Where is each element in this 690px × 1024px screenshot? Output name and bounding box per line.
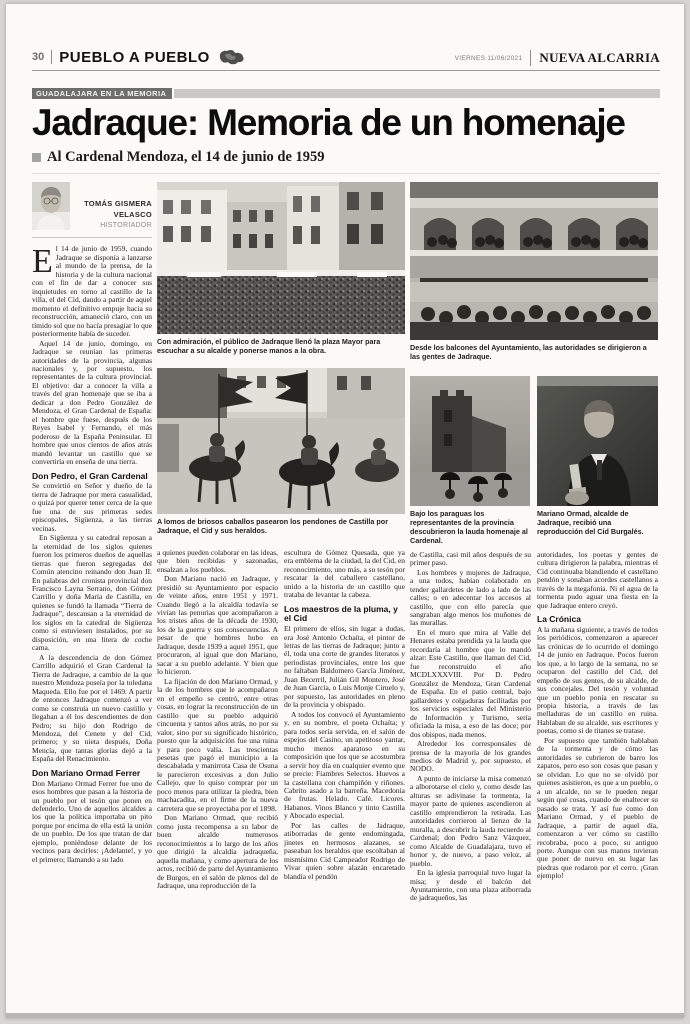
photo-caption-balconies: Desde los balcones del Ayuntamiento, las autoridades se dirigieron a las gentes de Jadraque.	[410, 342, 647, 361]
text-column-3	[284, 549, 405, 986]
right-photo-row	[410, 376, 658, 546]
horsemen-photo	[157, 368, 405, 514]
center-text-columns	[157, 549, 405, 986]
paragraph: La fijación de don Mariano Ormad, y la de los hombres que le acompañaron en el empeño se centró, entre otras cosas, en lograr la reconstrucción de un castillo que su pueblo adquirió cincuenta y tantos años atrás, no por su valor, sino por su significado histórico, puesto que la adquisición fue una ruina y para poco valía. Las trescientas pesetas que pagó el municipio a la descabalada y manirrota Casa de Osuna le parecieron excesivas a don Julio Callejo, que lo quiso comprar por un poco menos para utilizar la piedra, bien machacadita, en el firme de la nueva carretera que se proyectaba por el 1898.	[157, 676, 278, 813]
right-text-columns	[410, 551, 658, 985]
section-heading-don-mariano: Don Mariano Ormad Ferrer	[32, 767, 141, 778]
right-column-group	[410, 182, 658, 1006]
subhead-text: Al Cardenal Mendoza, el 14 de junio de 1959	[47, 148, 325, 165]
paragraph: a quienes pueden colaborar en las ideas, que bien recibidas y sazonadas, ensalzan a los pueblos.	[157, 548, 278, 574]
author-byline	[32, 182, 152, 239]
section-heading-don-pedro: Don Pedro, el Gran Cardenal	[32, 470, 148, 481]
author-portrait-photo	[32, 182, 70, 230]
paragraph: En el muro que mira al Valle del Henares estaba prendida ya la lauda que recordaría al hombre que lo mandó alzar: Este Castillo, que llaman del Cid, fue reconstruido el año MCDLXXXVIII. Por D. Pedro González de Mendoza, Gran Cardenal de España. En el patio central, bajo gallardetes y colgaduras facilitadas por los servicios especiales del Ministerio de Información y Turismo, sería oficiada la misa, a eso de las doce; por dos obispos, nada menos.	[410, 627, 531, 739]
paragraph: Por las calles de Jadraque, atiborradas de gente endomingada, jinetes en hermosos alazanes, se paseaban los heraldos que escoltaban al mismísimo Cid Campeador Rodrigo de Vivar quien sobre alazán encaretado blandía el pendón	[284, 820, 405, 881]
article-subheadline	[32, 149, 660, 174]
text-column-4	[410, 551, 531, 985]
subhead-square-bullet	[32, 153, 41, 162]
photo-caption-castle: Bajo los paraguas los representantes de la provincia descubrieron la lauda homenaje al Cardenal.	[410, 508, 528, 546]
kicker-row	[32, 88, 660, 99]
text-column-1	[32, 182, 152, 1006]
photo-caption-plaza: Con admiración, el público de Jadraque llenó la plaza Mayor para escuchar a su alcalde y ponerse manos a la obra.	[157, 336, 381, 355]
page-header	[32, 48, 660, 66]
photo-caption-horsemen: A lomos de briosos caballos pasearon los pendones de Castilla por Jadraque, el Cid y sus heraldos.	[157, 516, 388, 535]
balconies-photo	[410, 182, 658, 340]
article-headline: Jadraque: Memoria de un homenaje	[32, 102, 625, 143]
paragraph: A todos los convocó el Ayuntamiento y, en su nombre, el poeta Ochaíta; y para todos sería servida, en el salón de espejos del Casino, un apetitoso yantar, mucho menos aparatoso en su composición que los que se acostumbra a servir hoy día en cualquier evento que se precie: Fiambres Selectos. Huevos a la castellana con champiñón y riñones. Cabrito asado a la barreña. Macedonia de frutas. Helado. Café. Licores. Habanos. Vinos Blanco y tinto Castilla y Abocado especial.	[284, 709, 405, 821]
paragraph: A la descendencia de don Gómez Carrillo adquirió el Gran Cardenal la Tierra de Jadraque, a cambio de la que nuestro Mendoza poseía por la toledana Maqueda. Ello fue por el 1469. A partir de entonces Jadraque comenzó a ver como se construía un nuevo castillo y llegaban a él los descendientes de don Pedro; su hijo don Rodrigo de Mendoza, del Cenete y del Cid, primero; y su nieta después, Doña Mencía, que tantas glorias dejó a la España del Renacimiento.	[32, 652, 152, 764]
newspaper-name: NUEVA ALCARRIA	[530, 50, 660, 66]
plaza-crowd-photo	[157, 182, 405, 334]
paragraph: Por supuesto que también hablaban de la tormenta y de cómo las autoridades se cubrieron de barro los zapatos, pero eso son cosas que pasan y se olvidan. Lo que no se olvidó por quienes asistieron, es que a un pueblo, o a un alcalde, no se le pueden negar según qué cosas, cuando de enaltecer su pasado se trata. Y así fue como don Mariano Ormad, y el pueblo de Jadraque, a partir de aquel día, comenzaron a ver cómo su castillo recobraba, poco a poco, su antiguo porte. Aunque con sus manos tuvieran que poner de nuevo en su lugar las piedras que rodaron por el cerro. ¡Gran ejemplo!	[537, 735, 658, 881]
author-name-block	[75, 182, 152, 232]
paragraph: Don Mariano Ormad, que recibió como justa recompensa a su labor de buen alcalde numerosos reconocimientos a lo largo de los años que dirigió la alcaldía jadraqueña, aquella mañana, y como apertura de los actos, recibió de parte del Ayuntamiento de Burgos, en el salón de plenos del de Jadraque, una reproducción de la	[157, 813, 278, 891]
kicker-label: GUADALAJARA EN LA MEMORIA	[32, 88, 172, 99]
paragraph: de Castilla, casi mil años después de su primer paso.	[410, 550, 531, 568]
paragraph: autoridades, los poetas y gentes de cultura dirigieron la palabra, mientras el Cid continuaba blandiendo el castellano pendón y sonaban acordes castellanos a través de la megafonía. Ni el agua de la tormenta pudo aguar una fiesta en la que Jadraque entero creyó.	[537, 550, 658, 610]
author-name-line1: TOMÁS GISMERA	[84, 198, 152, 208]
kicker-bar	[174, 89, 660, 98]
photo-plaza-crowd	[157, 182, 405, 357]
masthead-block	[455, 50, 660, 66]
author-name-line2: VELASCO	[113, 209, 152, 219]
paragraph: Se convirtió en Señor y dueño de la tierra de Jadraque por mera casualidad, o quizá por querer tener cerca de la que fue una de sus primeras sedes episcopales, Sigüenza, a las tierras vecinas.	[32, 481, 152, 533]
photo-balconies	[410, 182, 658, 363]
drop-cap: E	[32, 243, 53, 281]
issue-date: VIERNES 11/06/2021	[454, 54, 523, 62]
photo-caption-mayor: Mariano Ormad, alcalde de Jadraque, recibió una reproducción del Cid Burgalés.	[537, 508, 644, 537]
text-column-5	[537, 551, 658, 985]
mayor-portrait-photo	[537, 376, 658, 506]
author-role: HISTORIADOR	[100, 222, 152, 230]
paragraph	[32, 245, 152, 338]
center-column-group	[157, 182, 405, 1006]
newspaper-page	[6, 4, 684, 1018]
text-column-2	[157, 549, 278, 986]
photo-castle	[410, 376, 530, 546]
section-heading-maestros: Los maestros de la pluma, y el Cid	[284, 603, 398, 624]
castle-photo	[410, 376, 530, 506]
paragraph-text: l 14 de junio de 1959, cuando Jadraque se disponía a lanzarse al mundo de la prensa, de la historia y de la cultura nacional con el fin de dar a conocer sus inquietudes en torno al castillo de la villa, el del Cid, dando a partir de aquel momento el definitivo empuje hacia su reconstrucción, amaneció claro, con un tímido sol que no hacía presagiar lo que posteriormente había de suceder.	[32, 244, 152, 339]
paragraph: Don Mariano nació en Jadraque, y presidió su Ayuntamiento por espacio de veinte años, entre 1951 y 1971. Cuando llegó a la alcaldía todavía se vivían las penurias que acompañaron a los tristes años de la década de 1930, los de la guerra y sus consecuencias. A pesar de que hombres hubo en Jadraque, desde 1939 a aquel 1951, que procuraron, al igual que don Mariano, sacar a su pueblo adelante. Y bien que lo hicieron.	[157, 574, 278, 677]
header-divider	[51, 50, 52, 64]
paragraph: escultura de Gómez Quesada, que ya era emblema de la ciudad, la del Cid, en reconocimiento, uno más, a su tesón por rescatar la del caballero castellano, unido a la historia de un castillo que trataba de levantar la cabeza.	[284, 548, 405, 600]
photo-mayor-portrait	[537, 376, 657, 537]
paragraph: A punto de iniciarse la misa comenzó a alborotarse el cielo y, como desde las alturas se adivinase la tormenta, la mayor parte de quienes ascendieron al castillo emprendieron la retirada. Las autoridades corrieron al lienzo de la muralla, a descubrir la lauda recuerdo al Cardenal; don Pedro Sanz Vázquez, como Alcalde de Guadalajara, tuvo el honor y, de nuevo, a paso veloz, al pueblo.	[410, 773, 531, 868]
section-title: PUEBLO A PUEBLO	[59, 48, 210, 66]
paragraph: En la iglesia parroquial tuvo lugar la misa; y desde el balcón del Ayuntamiento, con una plaza atiborrada de jadraqueños, las	[410, 868, 531, 903]
paragraph: A la mañana siguiente, a través de todos los periódicos, comenzaron a aparecer las crónicas de lo ocurrido el domingo 14 de junio en Jadraque. Pocos fueron los que, a lo largo de la semana, no se ocuparon del castillo del Cid, del empeño de sus gentes, de su alcalde, de sus concejales. Del tesón y voluntad que un pueblo ponía en rescatar su propia historia, a través de las melladuras de un castillo en ruina. Hablaban de su alcalde, sus escritores y poetas, como si de titanes se tratase.	[537, 624, 658, 736]
paragraph: Alrededor los corresponsales de prensa de la mayoría de los grandes medios de Madrid y, por supuesto, el NODO.	[410, 739, 531, 774]
section-heading-cronica: La Crónica	[537, 614, 581, 625]
article-body	[32, 182, 660, 1006]
section-banner	[32, 48, 247, 66]
paragraph: Aquel 14 de junio, domingo, en Jadraque se reunían las primeras autoridades de la provincia, algunas nacionales y, por supuesto, los representantes de la cultura provincial. El objetivo: dar a conocer la villa a través del gran homenaje que se iba a dedicar a don Pedro González de Mendoza, el Gran Cardenal de España: el hombre que fuese, después de los Reyes Isabel y Fernando, el más poderoso de la España Peninsular. El hombre que unos cientos de años atrás mandó levantar un castillo que se convertiría en enseña de una tierra.	[32, 338, 152, 467]
province-map-icon	[217, 48, 247, 66]
photo-horsemen-banners	[157, 368, 405, 537]
page-bottom-edge	[6, 1013, 684, 1018]
paragraph: En Sigüenza y su catedral reposan a la eternidad de los siglos quienes fueron los primeros dueños de aquellas tierras que fueron segregadas del Común atencino reinando don Juan II. En palabras del cronista provincial don Francisco Layna Serrano, don Gómez Carrillo y doña María de Castilla, en quienes se fundó la llamada “Tierra de Jadraque”, descansan a la eternidad de los siglos en la catedral de Sigüenza como si estuviesen instalados, por su disposición, en una litera de coche cama.	[32, 533, 152, 653]
header-rule	[32, 70, 660, 71]
paragraph: El primero de ellos, sin lugar a dudas, era José Antonio Ochaíta, el pintor de letras de las tierras de Jadraque; junto a él, toda una corte de grandes literatos y periodistas provinciales, entre los que no faltaban Baldomero García Jiménez, Juan Becerril, Julián Gil Montero, José de Juan García, o Luis Monje Ciruelo y, por supuesto, las autoridades en pleno de la provincia y obispado.	[284, 624, 405, 710]
paragraph: Los hombres y mujeres de Jadraque, a una todos, habían colaborado en tender gallardetes de lado a lado de las calles; o en adecentar los accesos al castillo, que con ello parecía que sangraban algo menos los muñones de las murallas.	[410, 567, 531, 628]
page-number: 30	[32, 51, 45, 63]
paragraph: Don Mariano Ormad Ferrer fue uno de esos hombres que pasan a la historia de un pueblo por el tesón que ponen en defenderlo. Uno de aquellos alcaldes a los que la política importaba un pito porque por encima de ella está la unión de un pueblo. De los que tratan de dar ejemplo, poniéndose delante de los vecinos para decirles: ¡Adelante!, y yo el primero; llamando a su lado	[32, 778, 152, 864]
